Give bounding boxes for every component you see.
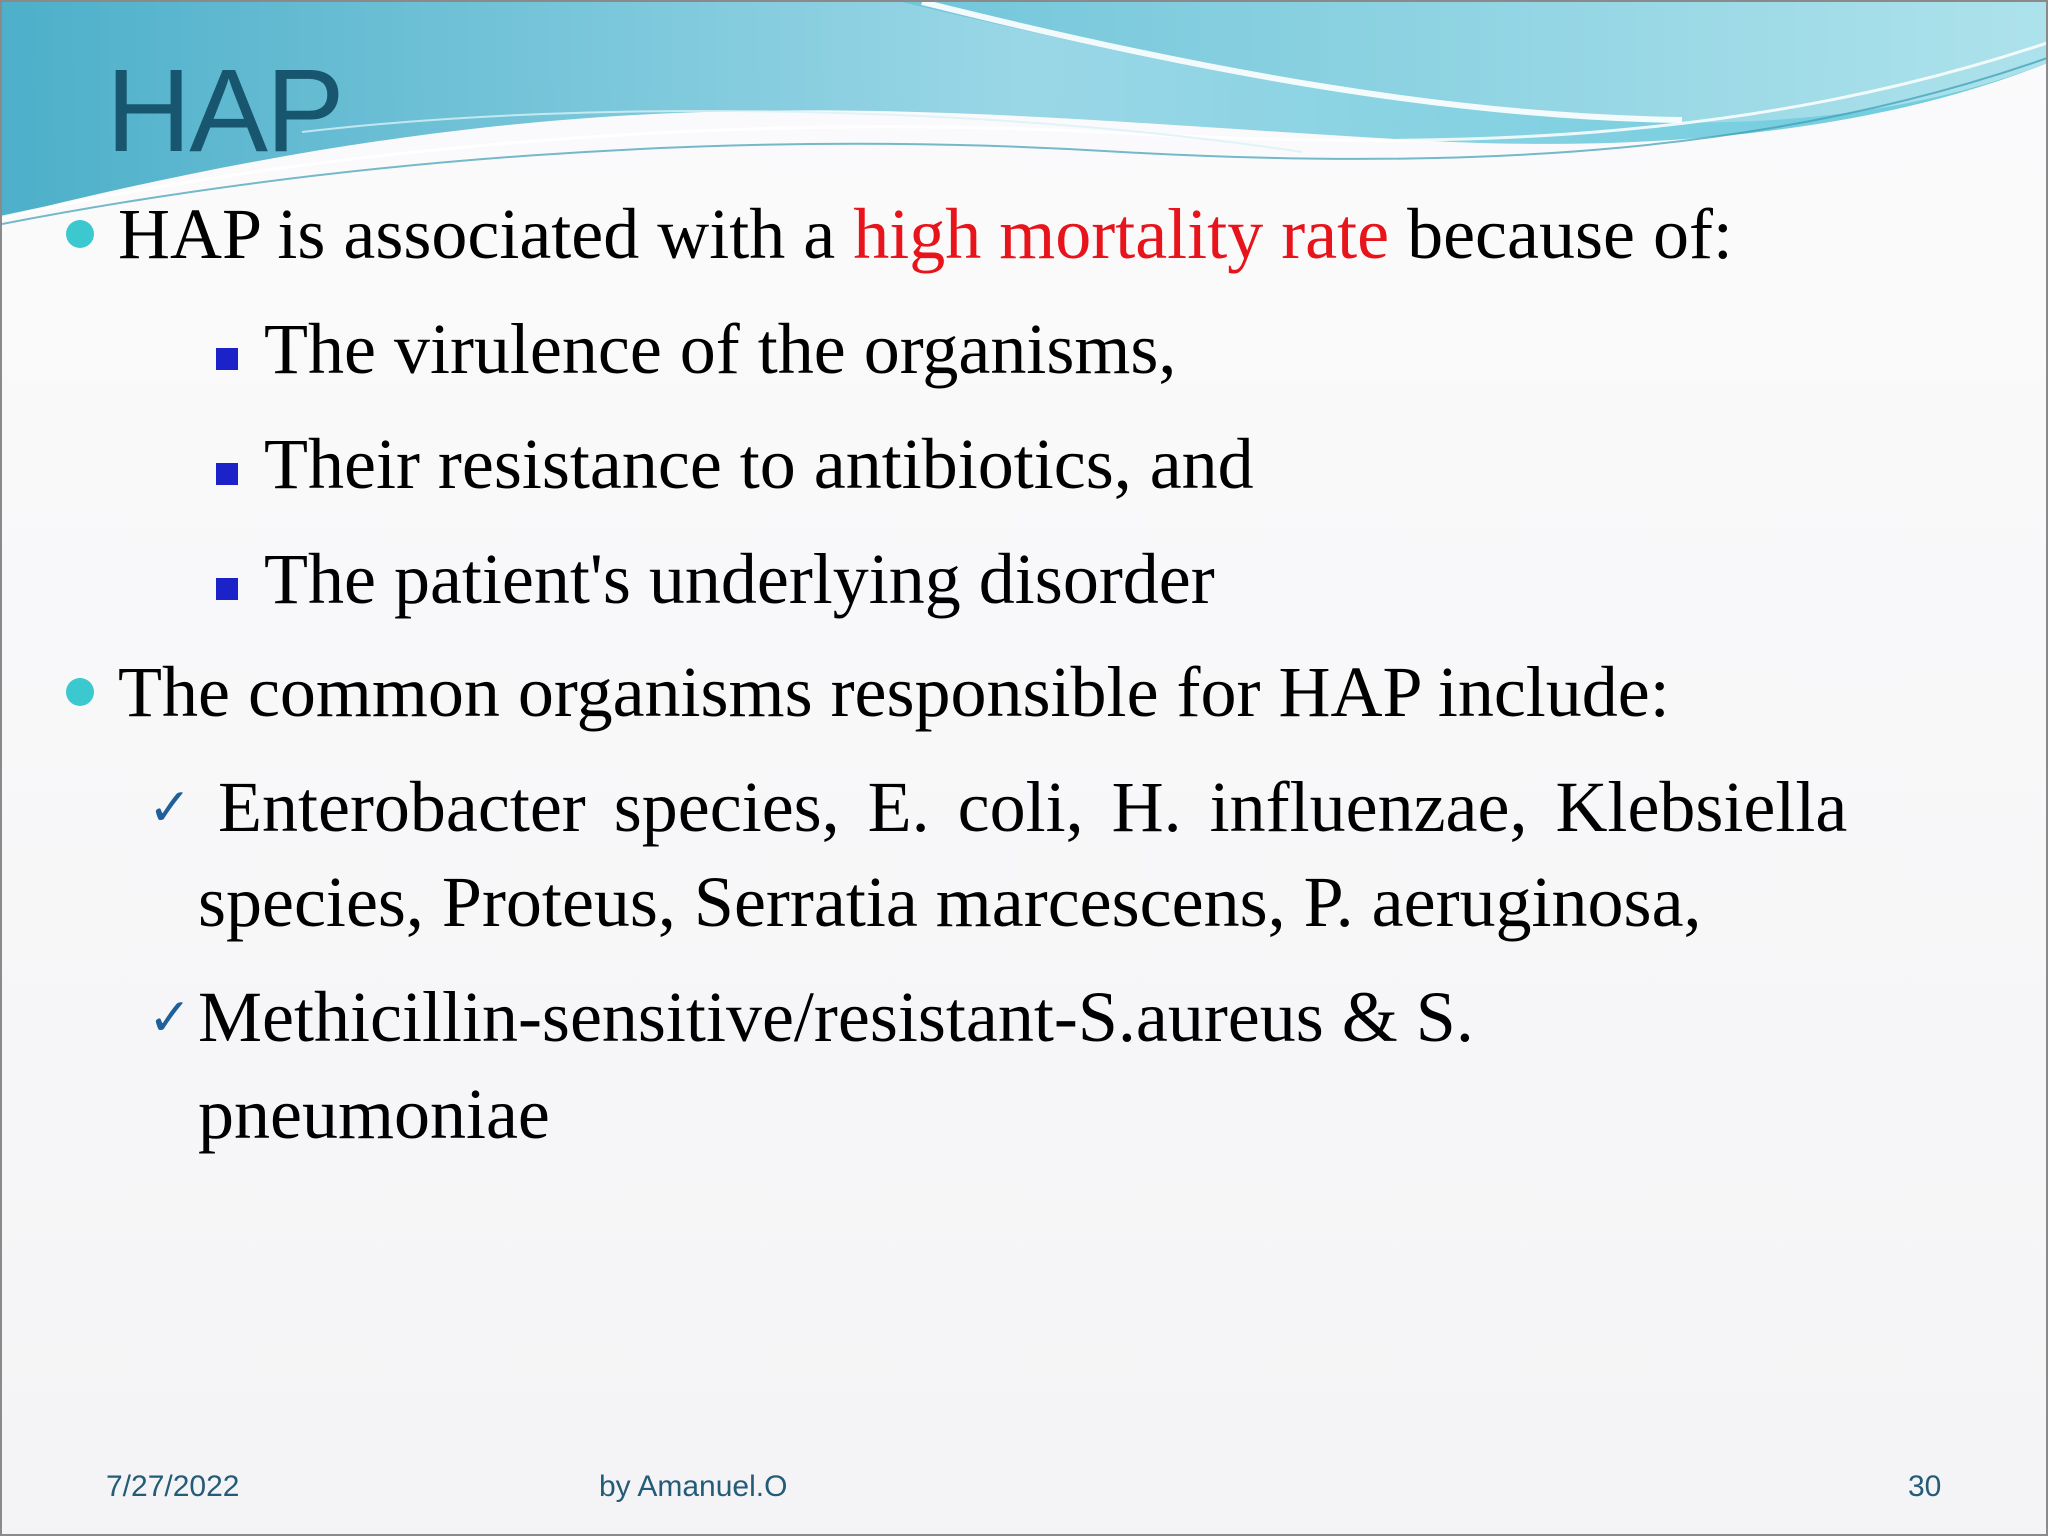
bullet-dot-icon: [66, 220, 94, 248]
bullet-2: The common organisms responsible for HAP include:: [118, 652, 1670, 732]
bullet-1-text-start: HAP is associated with a: [118, 194, 854, 274]
sub-item-1: The virulence of the organisms,: [264, 309, 1177, 389]
sub-bullet-square-icon: [216, 463, 238, 485]
footer-page-number: 30: [1908, 1470, 1942, 1503]
bullet-1-text-end: because of:: [1389, 194, 1733, 274]
check-item-2-line-2: pneumoniae: [198, 1074, 550, 1154]
bullet-1: [118, 194, 1733, 274]
footer-date: 7/27/2022: [106, 1470, 240, 1503]
check-item-1-line-1: Enterobacter species, E. coli, H. influenzae, Klebsiella: [218, 767, 1848, 847]
slide-title: HAP: [106, 45, 343, 177]
check-item-1-line-2: species, Proteus, Serratia marcescens, P. aeruginosa,: [198, 862, 1702, 942]
checkmark-icon: ✓: [148, 778, 192, 838]
bullet-dot-icon: [66, 678, 94, 706]
sub-item-2: Their resistance to antibiotics, and: [264, 424, 1254, 504]
checkmark-icon: ✓: [148, 988, 192, 1048]
sub-bullet-square-icon: [216, 578, 238, 600]
sub-item-3: The patient's underlying disorder: [264, 539, 1215, 619]
sub-bullet-square-icon: [216, 348, 238, 370]
footer-author: by Amanuel.O: [599, 1470, 788, 1503]
check-item-2-line-1: Methicillin-sensitive/resistant-S.aureus & S.: [198, 977, 1474, 1057]
bullet-1-highlight: high mortality rate: [853, 194, 1390, 274]
